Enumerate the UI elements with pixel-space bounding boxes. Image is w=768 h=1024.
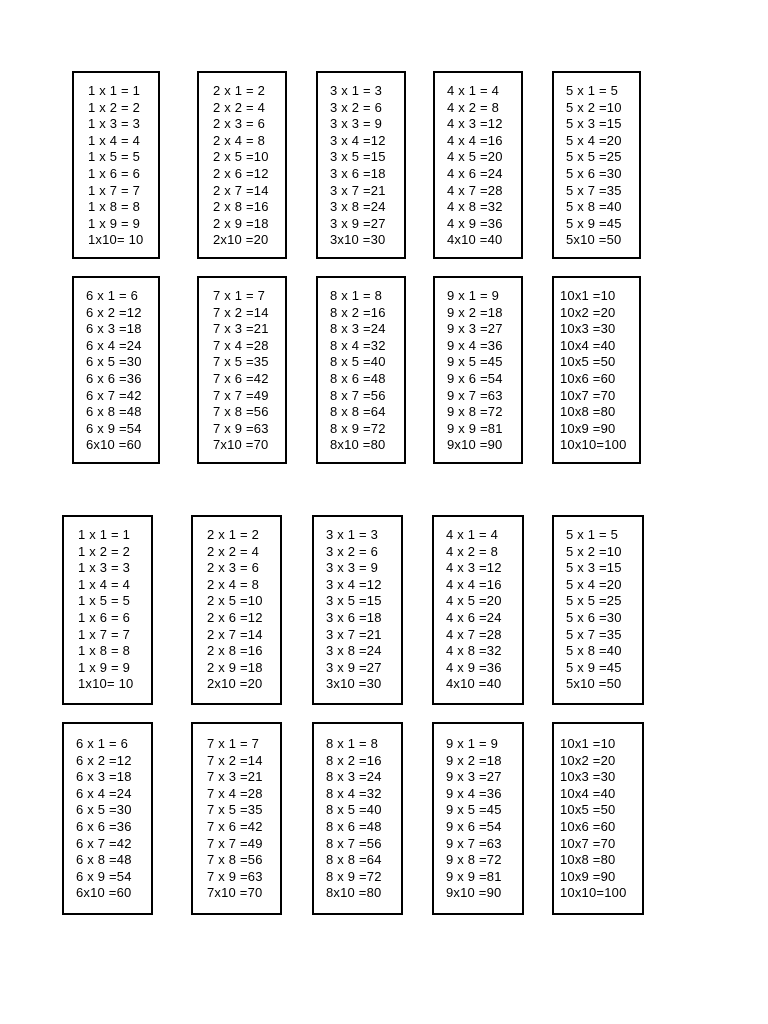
table-row: 2 x 4 = 8	[207, 576, 260, 592]
table-row: 7 x 3 =21	[207, 769, 263, 785]
table-row: 2 x 7 =14	[213, 182, 269, 198]
table-row: 6 x 3 =18	[86, 321, 142, 337]
table-row: 3 x 4 =12	[330, 132, 386, 148]
table-row: 5 x 2 =10	[566, 99, 622, 115]
table-row: 7 x 1 = 7	[207, 736, 260, 751]
table-row: 2 x 8 =16	[207, 643, 263, 659]
table-row: 3 x 9 =27	[330, 215, 386, 231]
table-row: 10x3 =30	[560, 321, 616, 337]
table-row: 7 x 6 =42	[207, 818, 263, 834]
table-row: 7 x 2 =14	[207, 752, 263, 768]
table-row: 3 x 1 = 3	[330, 83, 383, 98]
table-row: 9x10 =90	[446, 885, 502, 901]
table-row: 3 x 2 = 6	[330, 99, 383, 115]
table-row: 5 x 4 =20	[566, 576, 622, 592]
table-row: 2 x 2 = 4	[207, 543, 260, 559]
table-row: 2 x 1 = 2	[207, 527, 260, 542]
table-row: 2 x 7 =14	[207, 626, 263, 642]
table-row: 4 x 1 = 4	[446, 527, 499, 542]
table-row: 1 x 5 = 5	[78, 593, 131, 609]
table-row: 4 x 7 =28	[446, 626, 502, 642]
table-row: 6 x 4 =24	[76, 785, 132, 801]
table-row: 3 x 5 =15	[326, 593, 382, 609]
table-row: 9 x 7 =63	[446, 835, 502, 851]
table-row: 8 x 9 =72	[326, 868, 382, 884]
table-row: 1 x 6 = 6	[88, 165, 141, 181]
table-row: 10x4 =40	[560, 337, 616, 353]
table-row: 9 x 1 = 9	[447, 288, 500, 303]
table-row: 6 x 9 =54	[86, 420, 142, 436]
table-row: 3 x 7 =21	[330, 182, 386, 198]
table-row: 6 x 6 =36	[76, 818, 132, 834]
table-row: 3x10 =30	[326, 676, 382, 692]
table-row: 1 x 4 = 4	[78, 576, 131, 592]
table-row: 7 x 9 =63	[213, 420, 269, 436]
times-table-card-8	[312, 722, 403, 915]
table-row: 6 x 6 =36	[86, 370, 142, 386]
table-row: 5 x 7 =35	[566, 626, 622, 642]
table-row: 3 x 7 =21	[326, 626, 382, 642]
table-row: 10x2 =20	[560, 752, 616, 768]
table-row: 6x10 =60	[86, 437, 142, 453]
table-row: 1 x 2 = 2	[78, 543, 131, 559]
table-row: 5 x 1 = 5	[566, 527, 619, 542]
table-row: 9 x 3 =27	[447, 321, 503, 337]
table-row: 6 x 3 =18	[76, 769, 132, 785]
table-row: 3 x 3 = 9	[326, 560, 379, 576]
table-row: 4 x 3 =12	[446, 560, 502, 576]
table-row: 5 x 8 =40	[566, 643, 622, 659]
table-row: 7 x 6 =42	[213, 370, 269, 386]
table-row: 9 x 6 =54	[447, 370, 503, 386]
times-table-card-5	[552, 71, 641, 259]
table-row: 4 x 5 =20	[446, 593, 502, 609]
table-row: 2 x 3 = 6	[213, 116, 266, 132]
table-row: 3 x 5 =15	[330, 149, 386, 165]
table-row: 6x10 =60	[76, 885, 132, 901]
table-row: 8 x 9 =72	[330, 420, 386, 436]
table-row: 9 x 4 =36	[447, 337, 503, 353]
table-row: 2 x 3 = 6	[207, 560, 260, 576]
table-row: 8 x 3 =24	[326, 769, 382, 785]
table-row: 3 x 8 =24	[326, 643, 382, 659]
table-row: 4 x 6 =24	[447, 165, 503, 181]
table-row: 4x10 =40	[446, 676, 502, 692]
table-row: 4 x 5 =20	[447, 149, 503, 165]
times-table-card-10	[552, 276, 641, 464]
table-row: 1 x 1 = 1	[78, 527, 131, 542]
times-table-card-7	[191, 722, 282, 915]
table-row: 4 x 2 = 8	[446, 543, 499, 559]
table-row: 9 x 2 =18	[446, 752, 502, 768]
table-row: 5 x 9 =45	[566, 215, 622, 231]
table-row: 8x10 =80	[326, 885, 382, 901]
table-row: 10x7 =70	[560, 387, 616, 403]
table-row: 10x10=100	[560, 437, 627, 453]
table-row: 2 x 1 = 2	[213, 83, 266, 98]
table-row: 8 x 5 =40	[326, 802, 382, 818]
table-row: 1 x 5 = 5	[88, 149, 141, 165]
times-table-card-7	[197, 276, 287, 464]
table-row: 4 x 2 = 8	[447, 99, 500, 115]
table-row: 6 x 2 =12	[86, 304, 142, 320]
table-row: 2 x 6 =12	[213, 165, 269, 181]
table-row: 3 x 6 =18	[330, 165, 386, 181]
table-row: 1 x 7 = 7	[78, 626, 131, 642]
table-row: 7x10 =70	[207, 885, 263, 901]
table-row: 7 x 1 = 7	[213, 288, 266, 303]
table-row: 10x1 =10	[560, 288, 616, 303]
table-row: 4 x 7 =28	[447, 182, 503, 198]
table-row: 2 x 5 =10	[207, 593, 263, 609]
table-row: 4x10 =40	[447, 232, 503, 248]
table-row: 4 x 8 =32	[446, 643, 502, 659]
table-row: 6 x 8 =48	[86, 404, 142, 420]
table-row: 10x5 =50	[560, 802, 616, 818]
table-row: 7x10 =70	[213, 437, 269, 453]
table-row: 5 x 6 =30	[566, 165, 622, 181]
table-row: 2 x 2 = 4	[213, 99, 266, 115]
table-row: 2 x 5 =10	[213, 149, 269, 165]
table-row: 2 x 9 =18	[213, 215, 269, 231]
table-row: 5 x 3 =15	[566, 560, 622, 576]
table-row: 10x4 =40	[560, 785, 616, 801]
table-row: 10x6 =60	[560, 818, 616, 834]
table-row: 8 x 6 =48	[326, 818, 382, 834]
table-row: 5 x 9 =45	[566, 659, 622, 675]
table-row: 8 x 3 =24	[330, 321, 386, 337]
table-row: 5x10 =50	[566, 676, 622, 692]
table-row: 7 x 4 =28	[207, 785, 263, 801]
table-row: 1 x 3 = 3	[78, 560, 131, 576]
table-row: 1 x 2 = 2	[88, 99, 141, 115]
table-row: 6 x 5 =30	[76, 802, 132, 818]
times-table-card-2	[191, 515, 282, 705]
table-row: 1 x 3 = 3	[88, 116, 141, 132]
times-table-card-6	[62, 722, 153, 915]
times-table-card-2	[197, 71, 287, 259]
table-row: 4 x 6 =24	[446, 609, 502, 625]
table-row: 10x9 =90	[560, 868, 616, 884]
times-table-card-1	[62, 515, 153, 705]
times-table-card-4	[433, 71, 523, 259]
table-row: 5 x 6 =30	[566, 609, 622, 625]
table-row: 7 x 7 =49	[207, 835, 263, 851]
table-row: 1 x 6 = 6	[78, 609, 131, 625]
table-row: 6 x 7 =42	[76, 835, 132, 851]
table-row: 9 x 9 =81	[446, 868, 502, 884]
table-row: 9 x 9 =81	[447, 420, 503, 436]
table-row: 1 x 9 = 9	[88, 215, 141, 231]
table-row: 9 x 8 =72	[446, 852, 502, 868]
table-row: 6 x 1 = 6	[86, 288, 139, 303]
table-row: 9 x 2 =18	[447, 304, 503, 320]
table-row: 6 x 8 =48	[76, 852, 132, 868]
table-row: 3 x 6 =18	[326, 609, 382, 625]
table-row: 4 x 9 =36	[447, 215, 503, 231]
table-row: 10x5 =50	[560, 354, 616, 370]
table-row: 2x10 =20	[207, 676, 263, 692]
table-row: 10x1 =10	[560, 736, 616, 751]
table-row: 2 x 4 = 8	[213, 132, 266, 148]
table-row: 5 x 5 =25	[566, 149, 622, 165]
table-row: 10x8 =80	[560, 404, 616, 420]
table-row: 4 x 3 =12	[447, 116, 503, 132]
table-row: 2 x 9 =18	[207, 659, 263, 675]
table-row: 6 x 2 =12	[76, 752, 132, 768]
table-row: 7 x 3 =21	[213, 321, 269, 337]
table-row: 3 x 3 = 9	[330, 116, 383, 132]
table-row: 9 x 3 =27	[446, 769, 502, 785]
table-row: 9 x 8 =72	[447, 404, 503, 420]
table-row: 8 x 2 =16	[330, 304, 386, 320]
table-row: 8 x 2 =16	[326, 752, 382, 768]
table-row: 4 x 4 =16	[447, 132, 503, 148]
table-row: 7 x 7 =49	[213, 387, 269, 403]
table-row: 7 x 2 =14	[213, 304, 269, 320]
times-table-card-6	[72, 276, 160, 464]
table-row: 7 x 9 =63	[207, 868, 263, 884]
table-row: 7 x 8 =56	[213, 404, 269, 420]
table-row: 6 x 9 =54	[76, 868, 132, 884]
table-row: 10x6 =60	[560, 370, 616, 386]
table-row: 1 x 8 = 8	[78, 643, 131, 659]
table-row: 1 x 9 = 9	[78, 659, 131, 675]
table-row: 1 x 7 = 7	[88, 182, 141, 198]
table-row: 9 x 5 =45	[447, 354, 503, 370]
times-table-card-3	[312, 515, 403, 705]
table-row: 3 x 1 = 3	[326, 527, 379, 542]
table-row: 10x7 =70	[560, 835, 616, 851]
table-row: 5 x 7 =35	[566, 182, 622, 198]
table-row: 8 x 8 =64	[326, 852, 382, 868]
table-row: 8 x 4 =32	[330, 337, 386, 353]
table-row: 4 x 4 =16	[446, 576, 502, 592]
table-row: 10x10=100	[560, 885, 627, 901]
table-row: 9x10 =90	[447, 437, 503, 453]
table-row: 6 x 5 =30	[86, 354, 142, 370]
table-row: 4 x 9 =36	[446, 659, 502, 675]
table-row: 8 x 4 =32	[326, 785, 382, 801]
table-row: 1 x 4 = 4	[88, 132, 141, 148]
table-row: 9 x 6 =54	[446, 818, 502, 834]
table-row: 7 x 5 =35	[207, 802, 263, 818]
table-row: 6 x 4 =24	[86, 337, 142, 353]
table-row: 5 x 8 =40	[566, 199, 622, 215]
table-row: 3x10 =30	[330, 232, 386, 248]
table-row: 5 x 2 =10	[566, 543, 622, 559]
table-row: 5 x 3 =15	[566, 116, 622, 132]
times-table-card-8	[316, 276, 406, 464]
times-table-card-9	[432, 722, 524, 915]
table-row: 2 x 8 =16	[213, 199, 269, 215]
times-table-card-5	[552, 515, 644, 705]
times-table-card-3	[316, 71, 406, 259]
table-row: 9 x 5 =45	[446, 802, 502, 818]
table-row: 3 x 8 =24	[330, 199, 386, 215]
table-row: 5x10 =50	[566, 232, 622, 248]
table-row: 8 x 7 =56	[330, 387, 386, 403]
table-row: 5 x 5 =25	[566, 593, 622, 609]
times-table-card-10	[552, 722, 644, 915]
times-table-card-4	[432, 515, 524, 705]
table-row: 5 x 4 =20	[566, 132, 622, 148]
table-row: 9 x 7 =63	[447, 387, 503, 403]
table-row: 4 x 1 = 4	[447, 83, 500, 98]
table-row: 1x10= 10	[88, 232, 144, 248]
table-row: 7 x 4 =28	[213, 337, 269, 353]
table-row: 10x9 =90	[560, 420, 616, 436]
table-row: 10x2 =20	[560, 304, 616, 320]
table-row: 8 x 1 = 8	[326, 736, 379, 751]
table-row: 8 x 5 =40	[330, 354, 386, 370]
table-row: 5 x 1 = 5	[566, 83, 619, 98]
times-table-card-9	[433, 276, 523, 464]
table-row: 7 x 5 =35	[213, 354, 269, 370]
table-row: 2 x 6 =12	[207, 609, 263, 625]
table-row: 1x10= 10	[78, 676, 134, 692]
table-row: 8 x 7 =56	[326, 835, 382, 851]
table-row: 3 x 2 = 6	[326, 543, 379, 559]
table-row: 6 x 7 =42	[86, 387, 142, 403]
table-row: 4 x 8 =32	[447, 199, 503, 215]
table-row: 3 x 4 =12	[326, 576, 382, 592]
table-row: 2x10 =20	[213, 232, 269, 248]
table-row: 3 x 9 =27	[326, 659, 382, 675]
table-row: 1 x 8 = 8	[88, 199, 141, 215]
table-row: 10x8 =80	[560, 852, 616, 868]
table-row: 9 x 1 = 9	[446, 736, 499, 751]
times-table-card-1	[72, 71, 160, 259]
table-row: 8 x 1 = 8	[330, 288, 383, 303]
table-row: 8 x 6 =48	[330, 370, 386, 386]
table-row: 8 x 8 =64	[330, 404, 386, 420]
table-row: 6 x 1 = 6	[76, 736, 129, 751]
table-row: 10x3 =30	[560, 769, 616, 785]
table-row: 1 x 1 = 1	[88, 83, 141, 98]
table-row: 8x10 =80	[330, 437, 386, 453]
table-row: 7 x 8 =56	[207, 852, 263, 868]
table-row: 9 x 4 =36	[446, 785, 502, 801]
